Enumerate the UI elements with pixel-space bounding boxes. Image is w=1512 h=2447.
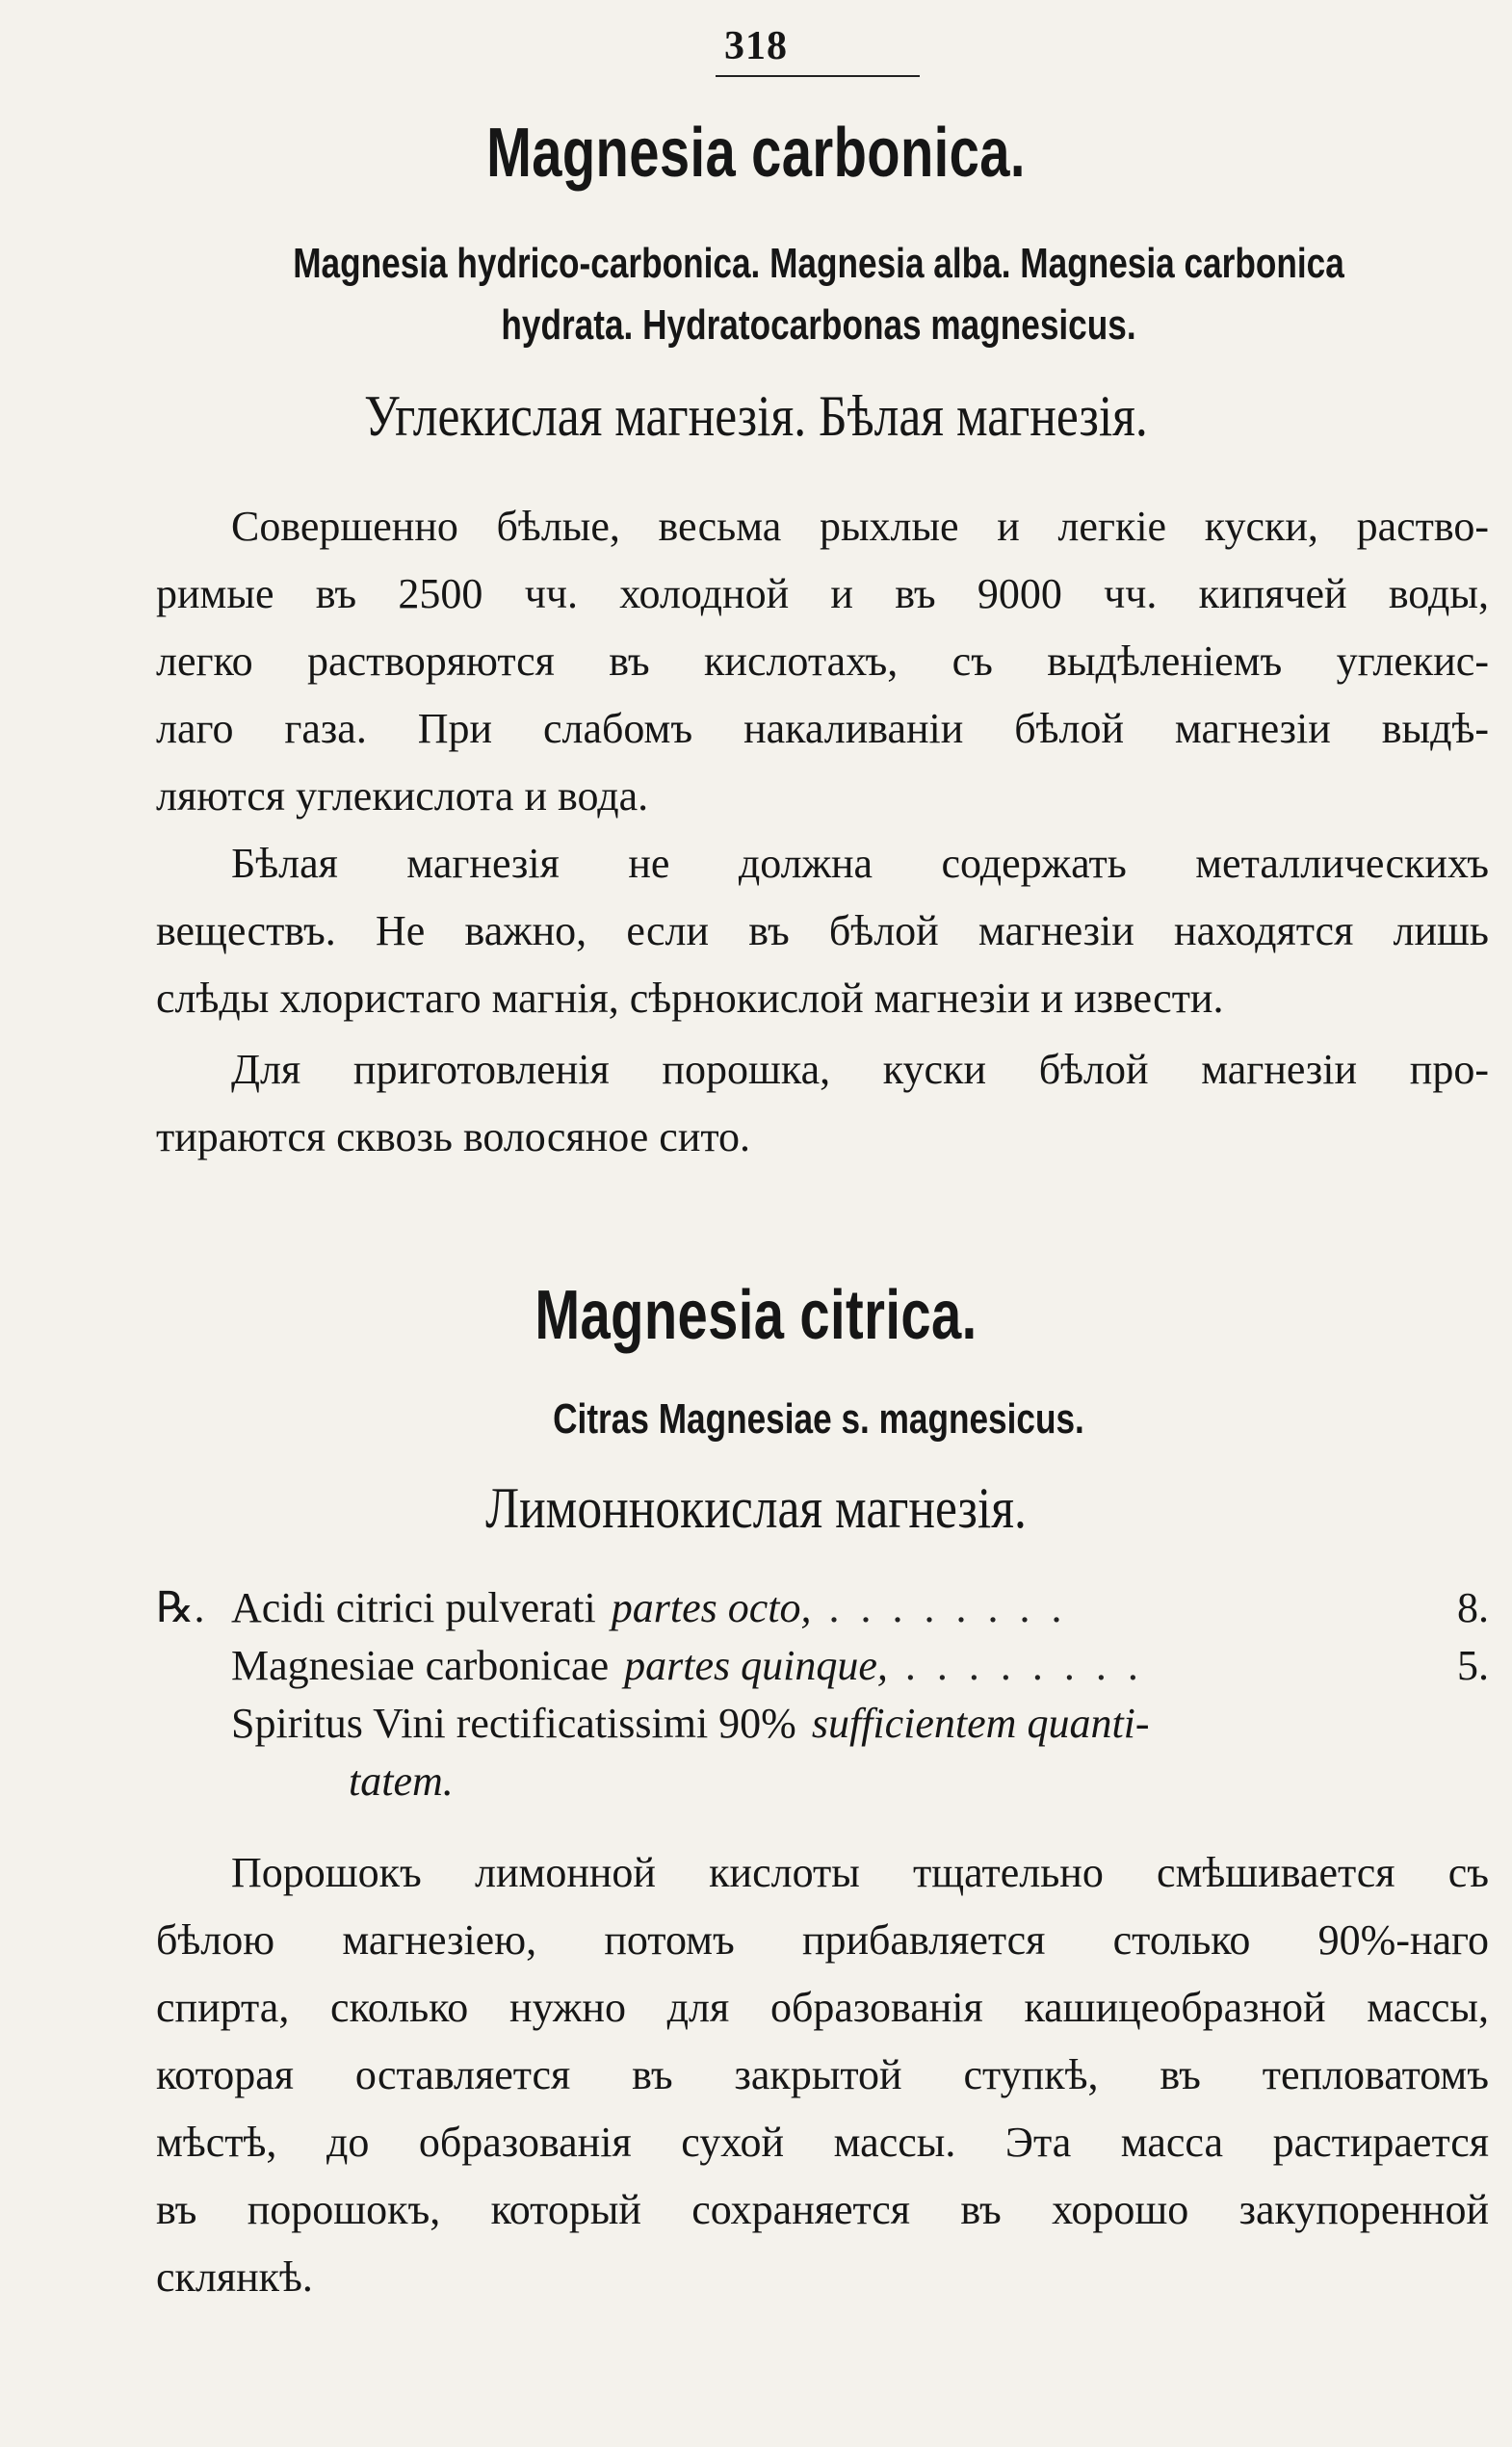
leader-dots: ........ (828, 1584, 1083, 1631)
recipe-item-continuation (156, 1753, 1489, 1810)
section1-synonyms-line2: hydrata. Hydratocarbonas magnesicus. (501, 301, 1136, 349)
text-line: Порошокъ лимонной кислоты тщательно смѣшивается съ (231, 1849, 1489, 1896)
section1-synonyms (154, 233, 1483, 356)
page-number-rule (716, 75, 920, 77)
text-line: ляются углекислота и вода. (156, 772, 649, 820)
recipe-quantity-continuation: tatem. (349, 1757, 454, 1805)
text-line: легко растворяются въ кислотахъ, съ выдѣленіемъ углекис- (156, 638, 1489, 685)
text-line: Совершенно бѣлые, весьма рыхлые и легкіе куски, раство- (231, 503, 1489, 550)
recipe-symbol: ℞. (156, 1584, 205, 1631)
recipe-quantity: partes octo, (611, 1584, 812, 1631)
recipe-ingredient: Magnesiae carbonicae (231, 1642, 610, 1689)
text-line: слѣды хлористаго магнія, сѣрнокислой магнезіи и извести. (156, 975, 1224, 1022)
section2-synonyms (154, 1389, 1483, 1450)
recipe-quantity: partes quinque, (624, 1642, 888, 1689)
section1-paragraph-2 (156, 830, 1489, 1032)
recipe-amount: 5. (1457, 1642, 1489, 1689)
section1-paragraph-1 (156, 493, 1489, 830)
recipe (156, 1579, 1489, 1810)
section1-synonyms-line1: Magnesia hydrico-carbonica. Magnesia alba. Magnesia carbonica (293, 240, 1344, 287)
recipe-quantity: sufficientem quanti- (811, 1700, 1150, 1747)
text-line: спирта, сколько нужно для образованія кашицеобразной массы, (156, 1984, 1489, 2031)
text-line: Бѣлая магнезія не должна содержать металлическихъ (231, 840, 1489, 887)
text-line: лаго газа. При слабомъ накаливаніи бѣлой магнезіи выдѣ- (156, 705, 1489, 752)
text-line: Для приготовленія порошка, куски бѣлой магнезіи про- (231, 1046, 1489, 1093)
section1-paragraph-3 (156, 1036, 1489, 1171)
section2-title: Magnesia citrica. (534, 1277, 978, 1354)
recipe-ingredient: Acidi citrici pulverati (231, 1584, 596, 1631)
text-line: тираются сквозь волосяное сито. (156, 1113, 751, 1160)
page-number: 318 (724, 24, 788, 68)
text-line: веществъ. Не важно, если въ бѣлой магнезіи находятся лишь (156, 907, 1489, 954)
recipe-ingredient: Spiritus Vini rectificatissimi 90% (231, 1700, 796, 1747)
section1-title: Magnesia carbonica. (486, 115, 1026, 192)
recipe-amount: 8. (1457, 1584, 1489, 1631)
text-line: которая оставляется въ закрытой ступкѣ, въ тепловатомъ (156, 2051, 1489, 2098)
recipe-item (156, 1579, 1489, 1637)
leader-dots: ........ (904, 1642, 1160, 1689)
section1-russian-title: Углекислая магнезія. Бѣлая магнезія. (364, 384, 1148, 448)
text-line: въ порошокъ, который сохраняется въ хорошо закупоренной (156, 2186, 1489, 2233)
text-line: бѣлою магнезіею, потомъ прибавляется столько 90%-наго (156, 1916, 1489, 1964)
recipe-item (156, 1637, 1489, 1695)
text-line: римые въ 2500 чч. холодной и въ 9000 чч. кипячей воды, (156, 570, 1489, 617)
text-line: склянкѣ. (156, 2253, 313, 2301)
text-line: мѣстѣ, до образованія сухой массы. Эта масса растирается (156, 2119, 1489, 2166)
section2-russian-title: Лимоннокислая магнезія. (485, 1476, 1027, 1540)
section2-synonyms-line: Citras Magnesiae s. magnesicus. (553, 1395, 1084, 1443)
recipe-item (156, 1695, 1489, 1753)
section2-paragraph-1 (156, 1839, 1489, 2311)
